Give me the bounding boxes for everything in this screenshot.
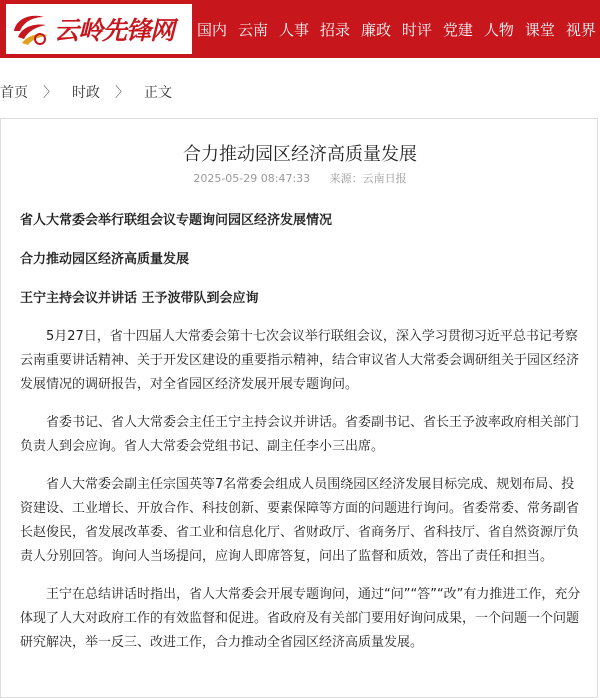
- nav-item-guonei[interactable]: 国内: [197, 20, 228, 39]
- article-paragraph: 省委书记、省人大常委会主任王宁主持会议并讲话。省委副书记、省长王予波率政府相关部门负责人到会应询。省人大常委会党组书记、副主任李小三出席。: [20, 415, 580, 454]
- article-paragraph: 省人大常委会副主任宗国英等7名常委会组成人员围绕园区经济发展目标完成、规划布局、投资建设、工业增长、开放合作、科技创新、要素保障等方面的问题进行询问。省委常委、常务副省长赵俊民，省发展改革委、省工业和信息化厅、省财政厅、省商务厅、省科技厅、省自然资源厅负责人分别回答。询问人当场提问，应询人即席答复，问出了监督和质效，答出了责任和担当。: [20, 477, 580, 564]
- logo-text: 云岭先锋网: [54, 16, 175, 45]
- article-source: 来源：云南日报: [329, 172, 407, 185]
- nav-item-shiping[interactable]: 时评: [401, 20, 432, 39]
- article-paragraph: 5月27日，省十四届人大常委会第十七次会议举行联组会议，深入学习贯彻习近平总书记考察云南重要讲话精神、关于开发区建设的重要指示精神，结合审议省人大常委会调研组关于园区经济发展情况的调研报告，对全省园区经济发展开展专题询问。: [20, 329, 580, 392]
- breadcrumb-home[interactable]: 首页: [0, 85, 28, 101]
- nav-item-zhaolu[interactable]: 招录: [319, 20, 350, 39]
- nav-item-lianzheng[interactable]: 廉政: [360, 20, 391, 39]
- article-body: [20, 212, 586, 655]
- breadcrumb-current: 正文: [144, 85, 172, 101]
- top-header-bar: [0, 0, 600, 58]
- breadcrumb-separator: 〉: [43, 85, 57, 101]
- article-subtitle: 省人大常委会举行联组会议专题询问园区经济发展情况: [20, 213, 333, 228]
- article-subtitle: 合力推动园区经济高质量发展: [20, 252, 190, 267]
- main-nav: [197, 0, 600, 58]
- breadcrumb-politics[interactable]: 时政: [72, 85, 100, 101]
- logo-emblem-icon: [10, 9, 50, 49]
- nav-item-yunnan[interactable]: 云南: [237, 20, 268, 39]
- nav-item-dangjian[interactable]: 党建: [442, 20, 473, 39]
- nav-item-shijie[interactable]: 视界: [565, 20, 596, 39]
- nav-item-renshi[interactable]: 人事: [278, 20, 309, 39]
- article-datetime: 2025-05-29 08:47:33: [193, 172, 311, 185]
- article-meta: [0, 170, 600, 186]
- site-logo[interactable]: [6, 4, 192, 54]
- article-title: 合力推动园区经济高质量发展: [183, 144, 417, 165]
- article-subtitle: 王宁主持会议并讲话 王予波带队到会应询: [20, 291, 259, 306]
- breadcrumb: [0, 80, 172, 104]
- nav-item-ketang[interactable]: 课堂: [524, 20, 555, 39]
- breadcrumb-separator: 〉: [115, 85, 129, 101]
- nav-item-renwu[interactable]: 人物: [483, 20, 514, 39]
- article-paragraph: 王宁在总结讲话时指出，省人大常委会开展专题询问，通过“问”“答”“改”有力推进工作，充分体现了人大对政府工作的有效监督和促进。省政府及有关部门要用好询问成果，一个问题一个问题研究解决，举一反三、改进工作，合力推动全省园区经济高质量发展。: [20, 587, 581, 650]
